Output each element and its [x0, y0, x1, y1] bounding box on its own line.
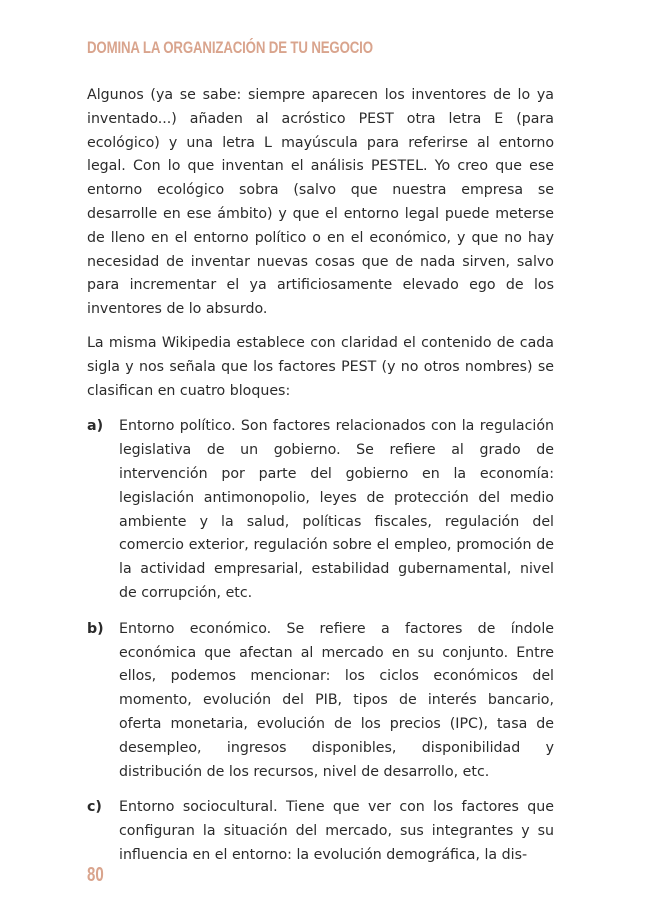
- list-item-text: Entorno político. Son factores relacionados con la regulación legislativa de un gobierno. Se refiere al grado de intervención por parte del gobierno en la economía: legislación antimonopolio, leyes de protección del medio ambiente y la salud, políticas fiscales, regulación del comercio exterior, regulación sobre el empleo, promoción de la actividad empresarial, estabilidad gubernamental, nivel de corrupción, etc.: [119, 418, 554, 601]
- paragraph: La misma Wikipedia establece con claridad el contenido de cada sigla y nos señala que los factores PEST (y no otros nombres) se clasifican en cuatro bloques:: [87, 334, 554, 399]
- list-marker: a): [87, 418, 104, 435]
- running-header: DOMINA LA ORGANIZACIÓN DE TU NEGOCIO: [87, 38, 373, 57]
- list-item-text: Entorno económico. Se refiere a factores de índole económica que afectan al mercado en su conjunto. Entre ellos, podemos mencionar: los ciclos económicos del momento, evolución del PIB, tipos de interés bancario, oferta monetaria, evolución de los precios (IPC), tasa de desempleo, ingresos disponibles, disponibilidad y distribución de los recursos, nivel de desarrollo, etc.: [119, 620, 554, 780]
- paragraph: Algunos (ya se sabe: siempre aparecen los inventores de lo ya inventado...) añaden al acróstico PEST otra letra E (para ecológico) y una letra L mayúscula para referirse al entorno legal. Con lo que inventan el análisis PESTEL. Yo creo que ese entorno ecológico sobra (salvo que nuestra empresa se desarrolle en ese ámbito) y que el entorno legal puede meterse de lleno en el entorno político o en el económico, y que no hay necesidad de inventar nuevas cosas que de nada sirven, salvo para incrementar el ya artificiosamente elevado ego de los inventores de lo absurdo.: [87, 87, 554, 318]
- page-number: 80: [87, 864, 104, 886]
- list-item: [87, 415, 554, 605]
- list-item: [87, 618, 554, 785]
- page-body: [87, 84, 554, 880]
- list-marker: b): [87, 620, 104, 637]
- list-marker: c): [87, 799, 102, 816]
- list-item: [87, 796, 554, 867]
- list-item-text: Entorno sociocultural. Tiene que ver con los factores que configuran la situación del mercado, sus integrantes y su influencia en el entorno: la evolución demográfica, la dis-: [119, 799, 554, 863]
